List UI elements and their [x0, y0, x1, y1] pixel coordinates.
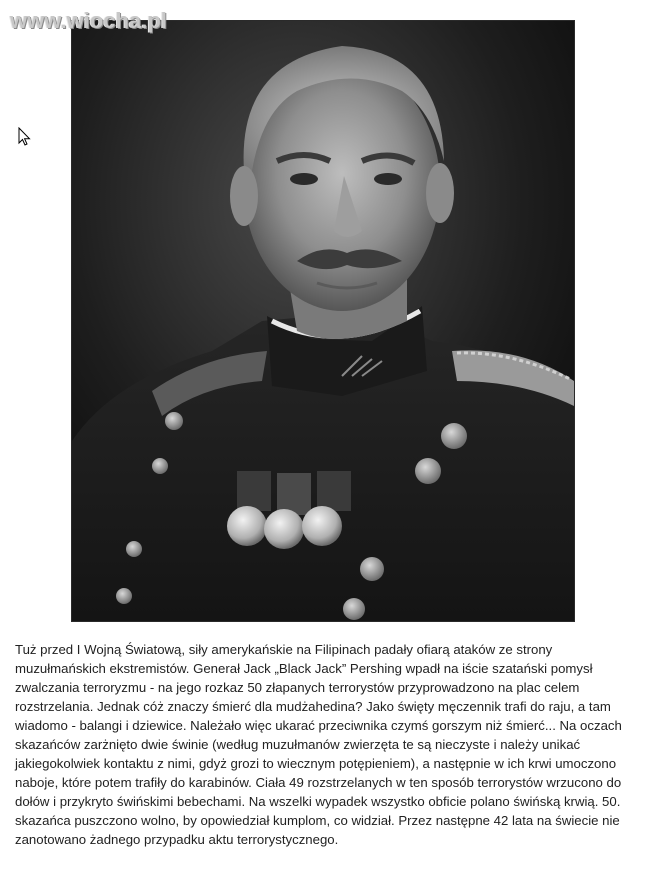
- site-watermark: www.wiocha.pl: [10, 8, 167, 33]
- article-caption: Tuż przed I Wojną Światową, siły amerykańskie na Filipinach padały ofiarą ataków ze strony muzułmańskich ekstremistów. Generał Jack „Black Jack” Pershing wpadł na iście szatański pomysł zwalczania terroryzmu - na jego rozkaz 50 złapanych terrorystów przyprowadzono na plac celem rozstrzelania. Jednak cóż znaczy śmierć dla mudżahedina? Jako święty męczennik trafi do raju, a tam wiadomo - balangi i dziewice. Należało więc ukarać przeciwnika czymś gorszym niż śmierć... Na oczach skazańców zarżnięto dwie świnie (według muzułmanów zwierzęta te są nieczyste i należy unikać jakiegokolwiek kontaktu z nimi, gdyż grozi to wiecznym potępieniem), a następnie w ich krwi umoczono naboje, które potem trafiły do karabinów. Ciała 49 rozstrzelanych w ten sposób terrorystów wrzucono do dołów i przykryto świńskimi bebechami. Na wszelki wypadek wszystko obficie polano świńską krwią. 50. skazańca puszczono wolno, by opowiedział kumplom, co widział. Przez następne 42 lata na świecie nie zanotowano żadnego przypadku aktu terrorystycznego.: [15, 642, 622, 847]
- portrait-photo: [71, 20, 575, 622]
- mouse-pointer-icon: [18, 127, 32, 147]
